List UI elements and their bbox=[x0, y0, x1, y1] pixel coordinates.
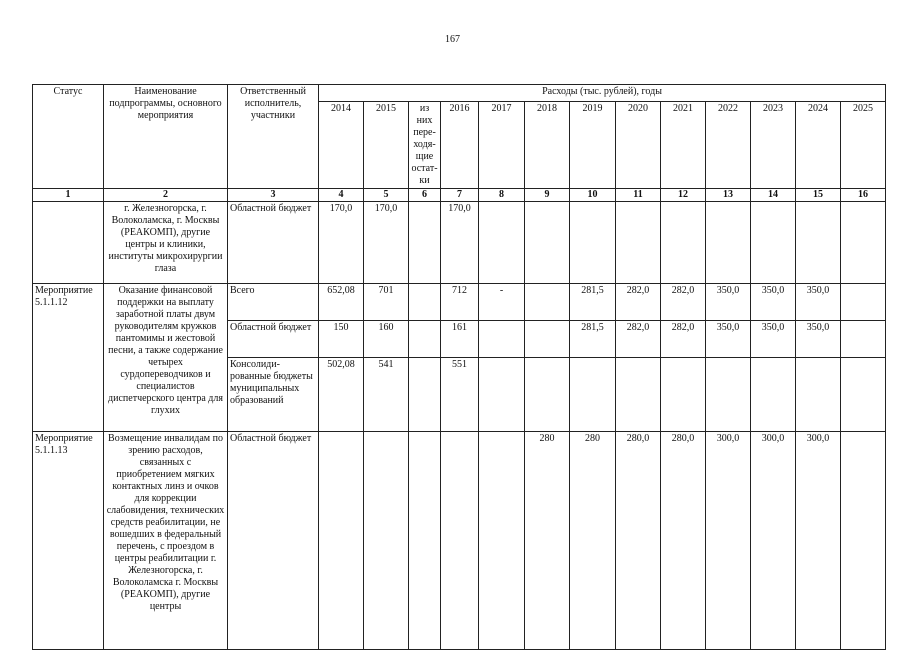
expense-value-cell: 160 bbox=[364, 321, 409, 358]
expense-value-cell: 280 bbox=[525, 432, 570, 650]
expense-value-cell bbox=[751, 202, 796, 284]
activity-name-cell: Возмещение инвалидам по зрению расходов, связанных с приобретением мягких контактных линз и очков для коррекции слабовидения, технических средств реабилитации, не вошедших в федеральный перечень, с проездом в центры реабилитации г. Железногорска, г. Волоколамска г. Москвы (РЕАКОМП), другие центры bbox=[104, 432, 228, 650]
expense-value-cell bbox=[706, 202, 751, 284]
header-responsible: Ответственный исполнитель, участники bbox=[228, 85, 319, 189]
table-row bbox=[33, 284, 886, 321]
header-year: 2019 bbox=[570, 102, 616, 189]
responsible-cell: Областной бюджет bbox=[228, 321, 319, 358]
expense-value-cell bbox=[409, 358, 441, 432]
expense-value-cell: 281,5 bbox=[570, 284, 616, 321]
status-cell: Мероприятие 5.1.1.12 bbox=[33, 284, 104, 432]
expense-value-cell: 280,0 bbox=[616, 432, 661, 650]
expense-value-cell bbox=[525, 358, 570, 432]
expense-value-cell bbox=[479, 202, 525, 284]
expense-value-cell: 350,0 bbox=[751, 284, 796, 321]
expense-value-cell bbox=[525, 284, 570, 321]
header-year: 2024 bbox=[796, 102, 841, 189]
header-year: 2021 bbox=[661, 102, 706, 189]
column-number: 8 bbox=[479, 189, 525, 202]
expense-value-cell: 350,0 bbox=[706, 284, 751, 321]
expense-value-cell: 300,0 bbox=[706, 432, 751, 650]
expense-value-cell bbox=[525, 202, 570, 284]
expense-value-cell: 350,0 bbox=[796, 284, 841, 321]
header-year: 2014 bbox=[319, 102, 364, 189]
expense-value-cell bbox=[409, 321, 441, 358]
activity-name-cell: г. Железногорска, г. Волоколамска, г. Москвы (РЕАКОМП), другие центры и клиники, институты микрохирургии глаза bbox=[104, 202, 228, 284]
expense-value-cell bbox=[616, 202, 661, 284]
column-number: 2 bbox=[104, 189, 228, 202]
expense-value-cell bbox=[570, 358, 616, 432]
expense-value-cell: 701 bbox=[364, 284, 409, 321]
column-number: 12 bbox=[661, 189, 706, 202]
expense-value-cell: 300,0 bbox=[751, 432, 796, 650]
expense-value-cell bbox=[661, 358, 706, 432]
header-name: Наименование подпрограммы, основного мероприятия bbox=[104, 85, 228, 189]
expense-value-cell: 712 bbox=[441, 284, 479, 321]
expense-value-cell: 652,08 bbox=[319, 284, 364, 321]
expense-value-cell bbox=[409, 202, 441, 284]
expense-value-cell: 502,08 bbox=[319, 358, 364, 432]
header-expenses: Расходы (тыс. рублей), годы bbox=[319, 85, 886, 102]
expense-value-cell: 170,0 bbox=[319, 202, 364, 284]
column-number: 1 bbox=[33, 189, 104, 202]
expense-value-cell: 300,0 bbox=[796, 432, 841, 650]
expense-value-cell bbox=[441, 432, 479, 650]
expense-value-cell bbox=[479, 358, 525, 432]
responsible-cell: Областной бюджет bbox=[228, 202, 319, 284]
expense-value-cell: 170,0 bbox=[441, 202, 479, 284]
expense-value-cell: 350,0 bbox=[706, 321, 751, 358]
expense-value-cell: 350,0 bbox=[751, 321, 796, 358]
responsible-cell: Областной бюджет bbox=[228, 432, 319, 650]
expense-value-cell bbox=[796, 202, 841, 284]
expense-value-cell bbox=[616, 358, 661, 432]
status-cell bbox=[33, 202, 104, 284]
expense-value-cell bbox=[751, 358, 796, 432]
expense-value-cell bbox=[409, 284, 441, 321]
header-year: 2023 bbox=[751, 102, 796, 189]
column-number: 7 bbox=[441, 189, 479, 202]
expense-value-cell bbox=[570, 202, 616, 284]
expense-value-cell bbox=[841, 284, 886, 321]
expense-value-cell bbox=[706, 358, 751, 432]
expense-value-cell bbox=[661, 202, 706, 284]
expense-value-cell bbox=[319, 432, 364, 650]
column-number: 9 bbox=[525, 189, 570, 202]
expense-value-cell bbox=[479, 432, 525, 650]
page-number: 167 bbox=[445, 34, 460, 45]
responsible-cell: Всего bbox=[228, 284, 319, 321]
expense-value-cell bbox=[841, 202, 886, 284]
activity-name-cell: Оказание финансовой поддержки на выплату заработной платы двум руководителям кружков пантомимы и жестовой песни, а также содержание четырех сурдопереводчиков и специалистов диспетчерского центра для глухих bbox=[104, 284, 228, 432]
expense-value-cell: 282,0 bbox=[616, 321, 661, 358]
budget-table bbox=[32, 84, 886, 650]
expense-value-cell: 282,0 bbox=[616, 284, 661, 321]
header-year: 2018 bbox=[525, 102, 570, 189]
column-number: 13 bbox=[706, 189, 751, 202]
table-row bbox=[33, 432, 886, 650]
column-number: 10 bbox=[570, 189, 616, 202]
expense-value-cell: 282,0 bbox=[661, 321, 706, 358]
expense-value-cell: 170,0 bbox=[364, 202, 409, 284]
header-year: 2016 bbox=[441, 102, 479, 189]
expense-value-cell: 280 bbox=[570, 432, 616, 650]
column-number: 4 bbox=[319, 189, 364, 202]
expense-value-cell: 551 bbox=[441, 358, 479, 432]
column-number: 5 bbox=[364, 189, 409, 202]
column-number: 15 bbox=[796, 189, 841, 202]
expense-value-cell bbox=[796, 358, 841, 432]
header-status: Статус bbox=[33, 85, 104, 189]
expense-value-cell: 541 bbox=[364, 358, 409, 432]
column-number: 6 bbox=[409, 189, 441, 202]
header-year: 2017 bbox=[479, 102, 525, 189]
expense-value-cell: - bbox=[479, 284, 525, 321]
expense-value-cell bbox=[841, 432, 886, 650]
column-number: 11 bbox=[616, 189, 661, 202]
header-year: из них пере-ходя-щие остат-ки bbox=[409, 102, 441, 189]
expense-value-cell bbox=[364, 432, 409, 650]
expense-value-cell bbox=[841, 358, 886, 432]
header-year: 2025 bbox=[841, 102, 886, 189]
expense-value-cell: 280,0 bbox=[661, 432, 706, 650]
header-year: 2020 bbox=[616, 102, 661, 189]
table-row bbox=[33, 202, 886, 284]
header-year: 2022 bbox=[706, 102, 751, 189]
column-number: 3 bbox=[228, 189, 319, 202]
expense-value-cell: 350,0 bbox=[796, 321, 841, 358]
expense-value-cell bbox=[525, 321, 570, 358]
expense-value-cell bbox=[841, 321, 886, 358]
status-cell: Мероприятие 5.1.1.13 bbox=[33, 432, 104, 650]
responsible-cell: Консолиди-рованные бюджеты муниципальных образований bbox=[228, 358, 319, 432]
header-year: 2015 bbox=[364, 102, 409, 189]
expense-value-cell bbox=[409, 432, 441, 650]
expense-value-cell bbox=[479, 321, 525, 358]
expense-value-cell: 282,0 bbox=[661, 284, 706, 321]
expense-value-cell: 150 bbox=[319, 321, 364, 358]
expense-value-cell: 281,5 bbox=[570, 321, 616, 358]
expense-value-cell: 161 bbox=[441, 321, 479, 358]
column-number: 16 bbox=[841, 189, 886, 202]
column-number: 14 bbox=[751, 189, 796, 202]
